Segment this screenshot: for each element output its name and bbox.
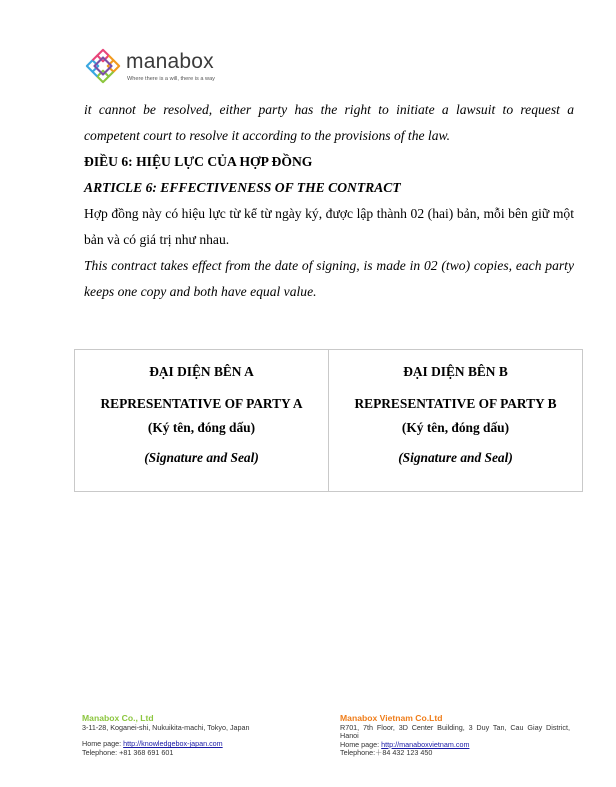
footer-left-homepage-label: Home page:: [82, 739, 124, 748]
footer-left-address: 3-11-28, Koganei-shi, Nukuikita-machi, Tokyo, Japan: [82, 722, 250, 732]
party-a-sign-vn: (Ký tên, đóng dấu): [147, 420, 256, 435]
party-b-title-vn: ĐẠI DIỆN BÊN B: [403, 364, 508, 379]
footer-left-company: Manabox Co., Ltd: [82, 713, 154, 723]
logo-tagline: Where there is a will, there is a way: [127, 76, 215, 82]
intro-paragraph-en: it cannot be resolved, either party has the right to initiate a lawsuit to request a competent court to resolve it according to the provisions of the law.: [84, 102, 574, 143]
footer-right-homepage-link[interactable]: http://manaboxvietnam.com: [381, 739, 470, 749]
party-a-sign-en: (Signature and Seal): [144, 450, 259, 465]
party-b-sign-en: (Signature and Seal): [398, 450, 513, 465]
party-a-title-en: REPRESENTATIVE OF PARTY A: [100, 396, 303, 411]
footer-left-homepage-link[interactable]: http://knowledgebox-japan.com: [123, 739, 223, 748]
article-text-en: This contract takes effect from the date of signing, is made in 02 (two) copies, each party keeps one copy and both have equal value.: [84, 258, 574, 299]
party-a-title-vn: ĐẠI DIỆN BÊN A: [149, 364, 254, 379]
signature-table: [74, 349, 583, 492]
footer-right-company: Manabox Vietnam Co.Ltd: [340, 713, 443, 723]
footer-right-address: R701, 7th Floor, 3D Center Building, 3 Duy Tan, Cau Giay District, Hanoi: [340, 722, 570, 740]
footer-right-homepage-label: Home page:: [340, 739, 382, 749]
article-heading-en: ARTICLE 6: EFFECTIVENESS OF THE CONTRACT: [84, 180, 401, 195]
party-b-title-en: REPRESENTATIVE OF PARTY B: [354, 396, 557, 411]
article-heading-vn: ĐIỀU 6: HIỆU LỰC CỦA HỢP ĐỒNG: [84, 154, 313, 169]
company-logo: [84, 44, 244, 88]
contract-body: [84, 97, 574, 305]
footer-japan: [82, 714, 312, 757]
party-a-signature-cell: [75, 350, 329, 492]
party-b-signature-cell: [329, 350, 583, 492]
logo-wordmark: manabox: [126, 50, 214, 73]
footer-vietnam: [340, 714, 570, 758]
party-b-sign-vn: (Ký tên, đóng dấu): [401, 420, 510, 435]
manabox-logo-icon: [84, 47, 122, 85]
article-text-vn: Hợp đồng này có hiệu lực từ kể từ ngày ký, được lập thành 02 (hai) bản, mỗi bên giữ một bản và có giá trị như nhau.: [84, 206, 574, 247]
footer-left-telephone: Telephone: +81 368 691 601: [82, 747, 174, 757]
footer-right-telephone: Telephone:＋84 432 123 450: [340, 748, 433, 757]
